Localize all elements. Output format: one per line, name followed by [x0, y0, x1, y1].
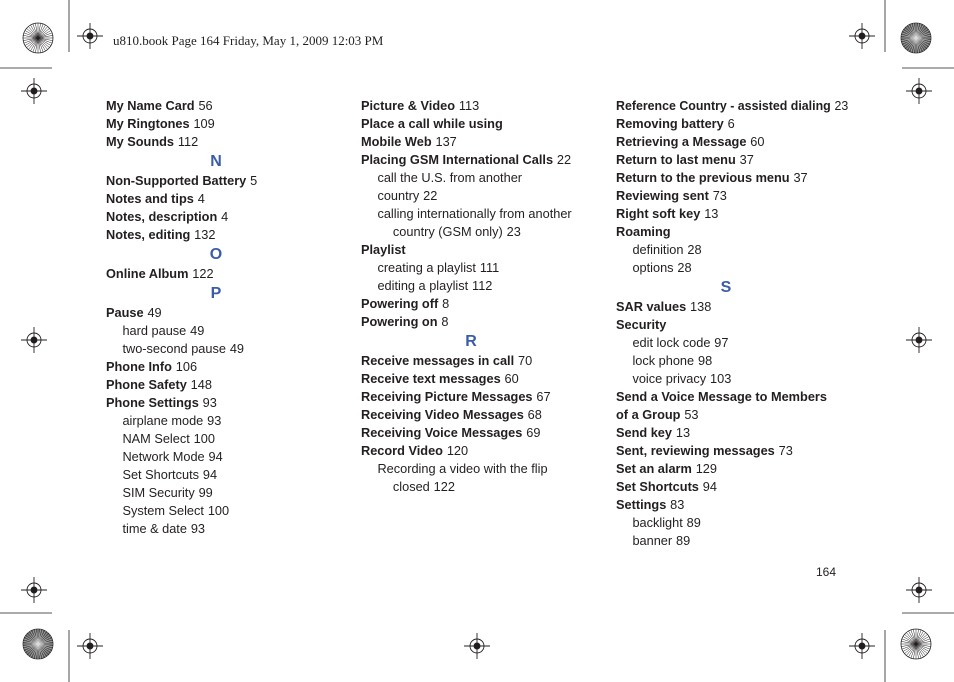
index-page-ref: 122 — [433, 479, 455, 494]
index-term: System Select — [122, 503, 204, 518]
page-number: 164 — [816, 565, 837, 579]
index-page-ref: 122 — [192, 266, 214, 281]
index-term: backlight — [632, 515, 683, 530]
index-term: Reference Country - assisted dialing — [616, 98, 831, 113]
index-entry — [106, 172, 338, 190]
index-entry — [361, 388, 593, 406]
index-term: country (GSM only) — [392, 224, 503, 239]
index-page-ref: 94 — [208, 449, 223, 464]
index-entry — [616, 442, 848, 460]
index-entry — [361, 313, 593, 331]
index-subentry — [616, 334, 848, 352]
index-subentry — [106, 322, 338, 340]
index-page-ref: 100 — [193, 431, 215, 446]
index-term: of a Group — [616, 407, 681, 422]
index-term: Roaming — [616, 224, 671, 239]
index-term: country — [377, 188, 420, 203]
index-page-ref: 106 — [175, 359, 198, 374]
index-term: Receive messages in call — [361, 353, 515, 368]
index-term: Phone Settings — [106, 395, 199, 410]
index-term: Online Album — [106, 266, 189, 281]
index-subentry — [616, 259, 848, 277]
index-term: Send a Voice Message to Members — [616, 389, 827, 404]
index-term: Settings — [616, 497, 667, 512]
index-term: two-second pause — [122, 341, 226, 356]
index-page-ref: 94 — [202, 467, 218, 482]
index-entry — [361, 115, 593, 133]
index-subentry — [106, 484, 338, 502]
index-column-1 — [106, 97, 346, 538]
index-subentry — [616, 514, 848, 532]
index-entry — [361, 241, 593, 259]
index-page-ref: 132 — [194, 227, 216, 242]
index-term: closed — [392, 479, 430, 494]
index-term: Return to the previous menu — [616, 170, 790, 185]
index-entry — [361, 352, 593, 370]
index-subentry — [106, 340, 338, 358]
index-subentry — [361, 277, 593, 295]
index-term: voice privacy — [632, 371, 707, 386]
index-letter-heading: N — [210, 153, 222, 170]
index-entry — [361, 370, 593, 388]
index-term: Set Shortcuts — [122, 467, 199, 482]
index-page-ref: 112 — [177, 134, 199, 149]
index-subentry — [106, 448, 338, 466]
index-page-ref: 4 — [197, 191, 205, 206]
index-term: Placing GSM International Calls — [361, 152, 554, 167]
index-term: Security — [616, 317, 667, 332]
index-entry — [616, 496, 848, 514]
index-subentry — [616, 370, 848, 388]
index-page-ref: 73 — [778, 443, 793, 458]
index-entry — [106, 265, 338, 283]
index-page-ref: 22 — [556, 152, 572, 167]
index-entry — [106, 190, 338, 208]
index-term: definition — [632, 242, 684, 257]
index-term: My Ringtones — [106, 116, 190, 131]
index-term: Retrieving a Message — [616, 134, 747, 149]
index-page-ref: 13 — [675, 425, 691, 440]
index-page-ref: 8 — [442, 296, 450, 311]
index-letter-heading: R — [465, 333, 477, 350]
index-page-ref: 49 — [229, 341, 245, 356]
index-term: Non-Supported Battery — [106, 173, 247, 188]
index-subentry — [616, 352, 848, 370]
index-term: My Sounds — [106, 134, 175, 149]
index-term: Notes, description — [106, 209, 218, 224]
index-term: Notes, editing — [106, 227, 191, 242]
index-term: Recording a video with the flip — [377, 461, 548, 476]
index-page-ref: 67 — [536, 389, 551, 404]
index-page-ref: 137 — [435, 134, 457, 149]
index-letter-heading: P — [210, 285, 222, 302]
index-page-ref: 60 — [750, 134, 765, 149]
index-entry — [616, 406, 848, 424]
index-entry — [616, 133, 848, 151]
index-term: Powering on — [361, 314, 438, 329]
index-page-ref: 113 — [458, 98, 480, 113]
index-page-ref: 22 — [423, 188, 438, 203]
index-page-ref: 100 — [207, 503, 230, 518]
index-term: SAR values — [616, 299, 687, 314]
index-page-ref: 148 — [190, 377, 212, 392]
index-entry — [106, 394, 338, 412]
index-entry — [106, 304, 338, 322]
index-letter-heading: O — [209, 246, 223, 263]
index-term: airplane mode — [122, 413, 204, 428]
index-subentry — [616, 241, 848, 259]
index-page-ref: 70 — [518, 353, 533, 368]
index-term: Receiving Picture Messages — [361, 389, 533, 404]
index-page-ref: 49 — [147, 305, 162, 320]
index-entry — [106, 226, 338, 244]
index-entry — [616, 460, 848, 478]
index-letter-heading: S — [720, 279, 732, 296]
index-term: Receiving Video Messages — [361, 407, 524, 422]
index-page-ref: 83 — [670, 497, 685, 512]
index-subentry — [361, 169, 593, 187]
index-page-ref: 37 — [739, 152, 754, 167]
index-term: Reviewing sent — [616, 188, 709, 203]
index-subentry — [106, 412, 338, 430]
index-subentry — [106, 430, 338, 448]
index-entry — [361, 406, 593, 424]
index-term: Mobile Web — [361, 134, 432, 149]
index-term: NAM Select — [122, 431, 190, 446]
index-page-ref: 28 — [677, 260, 692, 275]
index-entry — [616, 151, 848, 169]
index-page-ref: 69 — [526, 425, 541, 440]
index-term: Right soft key — [616, 206, 701, 221]
index-entry — [361, 442, 593, 460]
index-entry — [616, 115, 848, 133]
index-term: Receiving Voice Messages — [361, 425, 523, 440]
index-page-ref: 5 — [250, 173, 258, 188]
index-term: hard pause — [122, 323, 187, 338]
index-entry — [616, 205, 848, 223]
index-subentry — [106, 466, 338, 484]
index-page-ref: 94 — [702, 479, 717, 494]
index-page-ref: 6 — [727, 116, 735, 131]
index-page-ref: 111 — [479, 260, 500, 275]
index-page-ref: 99 — [198, 485, 213, 500]
index-page-ref: 93 — [190, 521, 206, 536]
index-page-ref: 37 — [793, 170, 808, 185]
index-entry — [361, 151, 593, 169]
index-term: Notes and tips — [106, 191, 194, 206]
index-page-ref: 93 — [207, 413, 222, 428]
index-term: Record Video — [361, 443, 443, 458]
index-page-ref: 97 — [714, 335, 729, 350]
index-page-ref: 13 — [704, 206, 719, 221]
index-term: Sent, reviewing messages — [616, 443, 775, 458]
index-subentry — [361, 259, 593, 277]
index-term: edit lock code — [632, 335, 711, 350]
index-page-ref: 4 — [221, 209, 229, 224]
index-term: Set Shortcuts — [616, 479, 699, 494]
index-term: Pause — [106, 305, 144, 320]
index-page-ref: 56 — [198, 98, 213, 113]
index-term: Place a call while using — [361, 116, 503, 131]
index-subentry — [361, 223, 593, 241]
index-subentry — [361, 205, 593, 223]
index-page-ref: 28 — [687, 242, 702, 257]
index-page-ref: 138 — [690, 299, 712, 314]
index-page-ref: 73 — [712, 188, 727, 203]
index-entry — [106, 133, 338, 151]
index-entry — [616, 388, 848, 406]
index-page-ref: 120 — [446, 443, 469, 458]
index-page-ref: 103 — [710, 371, 732, 386]
index-term: Phone Info — [106, 359, 172, 374]
index-term: banner — [632, 533, 673, 548]
index-entry — [361, 295, 593, 313]
index-subentry — [106, 502, 338, 520]
index-page-ref: 23 — [834, 98, 849, 113]
index-entry — [616, 478, 848, 496]
index-term: Receive text messages — [361, 371, 501, 386]
index-term: Network Mode — [122, 449, 205, 464]
index-entry — [361, 424, 593, 442]
index-term: Removing battery — [616, 116, 724, 131]
index-entry — [616, 298, 848, 316]
index-page-ref: 93 — [202, 395, 217, 410]
index-term: time & date — [122, 521, 187, 536]
index-term: Picture & Video — [361, 98, 456, 113]
index-entry — [616, 424, 848, 442]
index-entry — [106, 115, 338, 133]
index-entry — [616, 97, 849, 115]
index-term: options — [632, 260, 674, 275]
index-page-ref: 68 — [527, 407, 542, 422]
index-column-3 — [616, 97, 856, 550]
index-term: SIM Security — [122, 485, 195, 500]
index-entry — [106, 376, 338, 394]
index-term: lock phone — [632, 353, 695, 368]
index-term: editing a playlist — [377, 278, 469, 293]
index-entry — [106, 97, 338, 115]
index-entry — [616, 187, 848, 205]
index-page-ref: 60 — [504, 371, 519, 386]
index-page-ref: 98 — [697, 353, 713, 368]
print-header: u810.book Page 164 Friday, May 1, 2009 12:03 PM — [113, 33, 384, 48]
index-page-ref: 53 — [684, 407, 699, 422]
index-page-ref: 112 — [472, 278, 493, 293]
index-term: Powering off — [361, 296, 439, 311]
index-term: Phone Safety — [106, 377, 187, 392]
index-page-ref: 23 — [506, 224, 521, 239]
index-column-2 — [361, 97, 601, 496]
index-page-ref: 49 — [190, 323, 205, 338]
index-term: creating a playlist — [377, 260, 476, 275]
index-term: Set an alarm — [616, 461, 692, 476]
index-term: My Name Card — [106, 98, 195, 113]
index-page-ref: 89 — [686, 515, 701, 530]
index-entry — [361, 133, 593, 151]
index-term: calling internationally from another — [377, 206, 572, 221]
index-subentry — [361, 460, 593, 478]
index-term: Send key — [616, 425, 673, 440]
index-page-ref: 109 — [193, 116, 215, 131]
index-term: Return to last menu — [616, 152, 736, 167]
index-entry — [106, 208, 338, 226]
index-entry — [106, 358, 338, 376]
index-subentry — [106, 520, 338, 538]
index-entry — [616, 169, 848, 187]
index-term: Playlist — [361, 242, 406, 257]
index-subentry — [616, 532, 848, 550]
index-page-ref: 8 — [441, 314, 449, 329]
index-entry — [361, 97, 593, 115]
index-page-ref: 129 — [695, 461, 718, 476]
index-term: call the U.S. from another — [377, 170, 523, 185]
index-entry — [616, 316, 848, 334]
index-page-ref: 89 — [676, 533, 691, 548]
index-entry — [616, 223, 848, 241]
index-subentry — [361, 478, 593, 496]
index-subentry — [361, 187, 593, 205]
